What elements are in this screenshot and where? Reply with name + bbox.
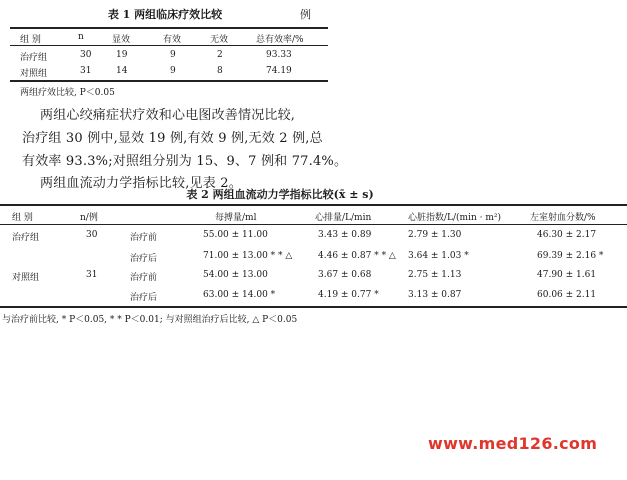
table2-row-cardiac-index: 3.64 ± 1.03 * <box>408 251 469 261</box>
table2-row-cardiac-index: 3.13 ± 0.87 <box>408 290 462 300</box>
table2-header-group: 组 别 <box>12 213 33 223</box>
paragraph-line: 两组血流动力学指标比较,见表 2。 <box>40 176 242 191</box>
table2-row-n: 30 <box>86 230 98 240</box>
table2-row-cardiac-output: 4.46 ± 0.87 * * △ <box>318 251 396 261</box>
table1-caption: 表 1 两组临床疗效比较 例 <box>107 8 311 21</box>
table2-row-lvef: 69.39 ± 2.16 * <box>537 251 604 261</box>
table2-header-stroke-volume: 每搏量/ml <box>215 213 257 223</box>
table2-row-phase: 治疗前 <box>130 233 158 243</box>
table2-row-stroke-volume: 55.00 ± 11.00 <box>203 230 268 240</box>
paragraph-line: 有效率 93.3%;对照组分别为 15、9、7 例和 77.4%。 <box>22 154 348 169</box>
table1-row-effective: 9 <box>170 50 176 60</box>
table1-header-rule <box>10 45 328 46</box>
table2-row-stroke-volume: 63.00 ± 14.00 * <box>203 290 276 300</box>
table2-row-lvef: 47.90 ± 1.61 <box>537 270 597 280</box>
table1-row-group: 治疗组 <box>20 53 48 63</box>
table1-row-total-rate: 74.19 <box>266 66 292 76</box>
table2-row-phase: 治疗后 <box>130 293 158 303</box>
table2-header-rule <box>0 224 627 225</box>
table2-header-lvef: 左室射血分数/% <box>530 213 596 223</box>
table2-header-cardiac-output: 心排量/L/min <box>315 213 372 223</box>
table1-row-n: 31 <box>80 66 92 76</box>
table2-row-group: 治疗组 <box>12 233 40 243</box>
table2-header-n: n/例 <box>80 213 98 223</box>
table2-note: 与治疗前比较, * P＜0.05, * * P＜0.01; 与对照组治疗后比较, △ P＜0.05 <box>2 315 298 325</box>
table2-top-rule <box>0 204 627 206</box>
table2-row-lvef: 60.06 ± 2.11 <box>537 290 597 300</box>
table2-row-stroke-volume: 71.00 ± 13.00 * * △ <box>203 251 293 261</box>
table1-row-ineffective: 2 <box>217 50 223 60</box>
table1-header-ineffective: 无效 <box>210 35 229 45</box>
table1-header-total-rate: 总有效率/% <box>256 35 304 45</box>
table2-bottom-rule <box>0 306 627 308</box>
table1-row-n: 30 <box>80 50 92 60</box>
table2-row-cardiac-index: 2.75 ± 1.13 <box>408 270 462 280</box>
table2-row-cardiac-output: 3.67 ± 0.68 <box>318 270 372 280</box>
table2-row-cardiac-index: 2.79 ± 1.30 <box>408 230 462 240</box>
table2-row-group: 对照组 <box>12 273 40 283</box>
table2-header-cardiac-index: 心脏指数/L/(min · m²) <box>408 213 501 223</box>
table2-row-n: 31 <box>86 270 98 280</box>
table1-header-group: 组 别 <box>20 35 41 45</box>
table1-row-group: 对照组 <box>20 69 48 79</box>
table1-bottom-rule <box>10 80 328 82</box>
watermark-link[interactable]: www.med126.com <box>428 434 598 453</box>
table2-row-stroke-volume: 54.00 ± 13.00 <box>203 270 268 280</box>
table1-header-n: n <box>78 32 84 42</box>
table1-header-marked: 显效 <box>112 35 131 45</box>
table1-unit: 例 <box>300 8 311 21</box>
table1-row-ineffective: 8 <box>217 66 223 76</box>
table1-row-total-rate: 93.33 <box>266 50 292 60</box>
table1-header-effective: 有效 <box>163 35 182 45</box>
table2-row-cardiac-output: 4.19 ± 0.77 * <box>318 290 379 300</box>
paragraph-line: 两组心绞痛症状疗效和心电图改善情况比较, <box>40 108 296 123</box>
table1-top-rule <box>10 27 328 29</box>
table1-row-marked: 14 <box>116 66 128 76</box>
table2-caption: 表 2 两组血流动力学指标比较(x̄ ± s) <box>186 188 374 201</box>
table2-row-lvef: 46.30 ± 2.17 <box>537 230 597 240</box>
table2-row-phase: 治疗后 <box>130 254 158 264</box>
table1-note: 两组疗效比较, P＜0.05 <box>20 88 115 98</box>
table1-row-marked: 19 <box>116 50 128 60</box>
table2-row-phase: 治疗前 <box>130 273 158 283</box>
table2-row-cardiac-output: 3.43 ± 0.89 <box>318 230 372 240</box>
paragraph-line: 治疗组 30 例中,显效 19 例,有效 9 例,无效 2 例,总 <box>22 131 323 146</box>
table1-row-effective: 9 <box>170 66 176 76</box>
